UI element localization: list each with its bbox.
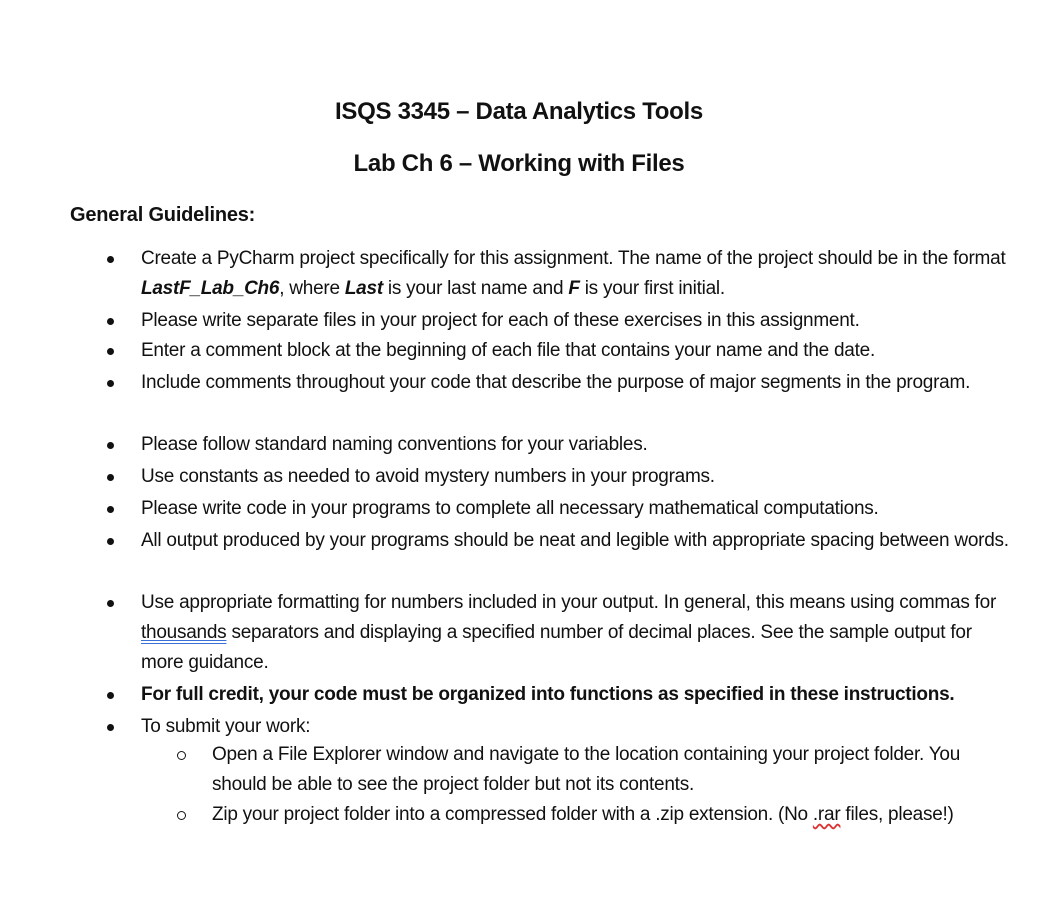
list-item: Include comments throughout your code that describe the purpose of major segments in the program.	[141, 372, 971, 393]
spelling-marked-word: .rar	[812, 804, 841, 825]
list-item: Please follow standard naming conventions for your variables.	[141, 434, 648, 455]
sub-bullet-icon	[176, 740, 188, 752]
bullet-icon	[105, 244, 115, 254]
list-item: Create a PyCharm project specifically for this assignment. The name of the project should be in the format LastF_Lab_Ch6, where Last is your last name and F is your first initial.	[141, 248, 1006, 299]
bullet-icon	[105, 680, 115, 690]
bullet-icon	[105, 494, 115, 504]
document-title: ISQS 3345 – Data Analytics Tools	[335, 98, 703, 125]
document-subtitle: Lab Ch 6 – Working with Files	[353, 150, 685, 177]
list-item: Use constants as needed to avoid mystery numbers in your programs.	[141, 466, 715, 487]
list-item: Please write separate files in your project for each of these exercises in this assignment.	[141, 310, 860, 331]
bullet-icon	[105, 430, 115, 440]
list-item: Please write code in your programs to complete all necessary mathematical computations.	[141, 498, 879, 519]
bullet-icon	[105, 306, 115, 316]
list-item: All output produced by your programs should be neat and legible with appropriate spacing between words.	[141, 530, 1009, 551]
sub-bullet-icon	[176, 800, 188, 812]
bullet-icon	[105, 336, 115, 346]
section-heading: General Guidelines:	[70, 204, 256, 226]
grammar-marked-word: thousands	[141, 622, 227, 643]
list-item: Use appropriate formatting for numbers included in your output. In general, this means using commas for thousands separators and displaying a specified number of decimal places. See the sample output for more guidance.	[141, 592, 997, 673]
list-item: For full credit, your code must be organized into functions as specified in these instructions.	[141, 684, 955, 705]
sub-list-item: Open a File Explorer window and navigate to the location containing your project folder. You should be able to see the project folder but not its contents.	[212, 744, 961, 795]
list-item: To submit your work:	[141, 716, 311, 737]
bullet-icon	[105, 526, 115, 536]
sub-list-item: Zip your project folder into a compressed folder with a .zip extension. (No .rar files, please!)	[212, 804, 954, 825]
bullet-icon	[105, 712, 115, 722]
list-item: Enter a comment block at the beginning of each file that contains your name and the date.	[141, 340, 876, 361]
bullet-icon	[105, 368, 115, 378]
bullet-icon	[105, 588, 115, 598]
bullet-icon	[105, 462, 115, 472]
